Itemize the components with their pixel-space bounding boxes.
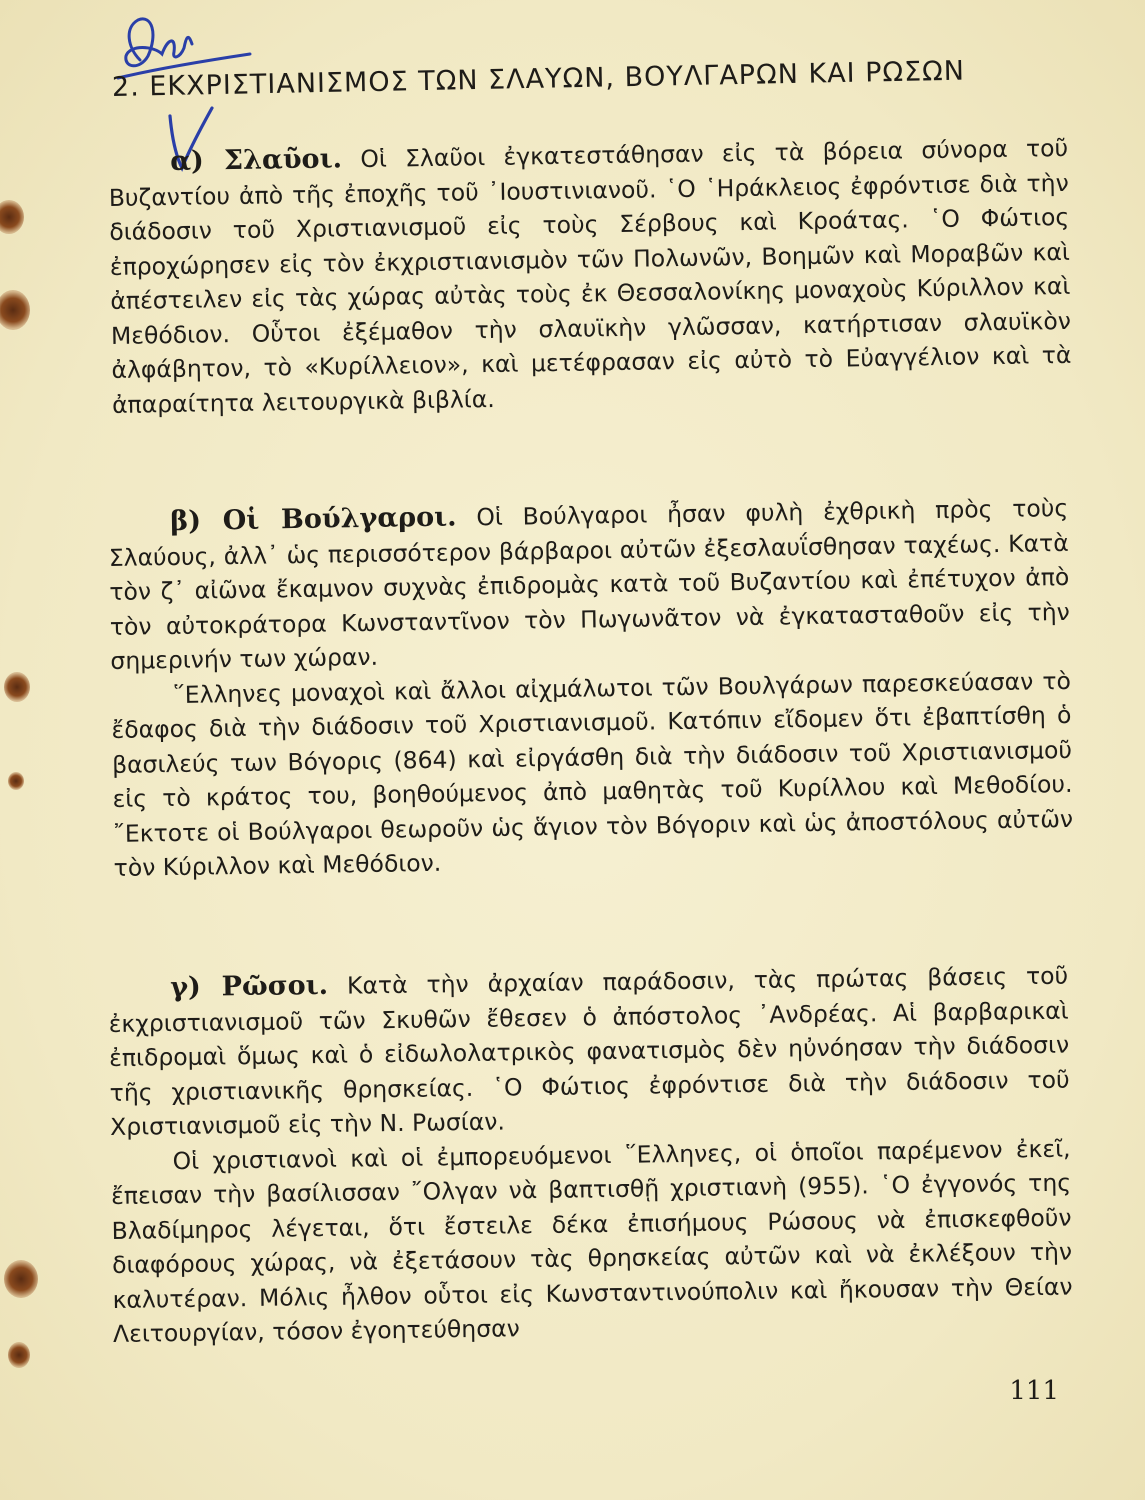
section-paragraph: [108, 959, 1070, 1145]
binder-hole-stain: [0, 290, 30, 330]
section-paragraph: [111, 663, 1074, 885]
section-bulgarians: [108, 491, 1074, 886]
section-heading: α) Σλαῦοι.: [170, 143, 343, 178]
section-paragraph: [110, 1131, 1073, 1351]
binder-hole-stain: [8, 1342, 30, 1368]
paragraph-text: Οἱ Σλαῦοι ἐγκατεστάθησαν εἰς τὰ βόρεια σύνορα τοῦ Βυζαντίου ἀπὸ τῆς ἐποχῆς τοῦ ᾿Ιουστινιανοῦ. ῾Ο ῾Ηράκλειος ἐφρόντισε διὰ τὴν διάδοσιν τοῦ Χριστιανισμοῦ εἰς τοὺς Σέρβους καὶ Κροάτας. ῾Ο Φώτιος ἐπροχώρησεν εἰς τὸν ἐκχριστιανισμὸν τῶν Πολωνῶν, Βοημῶν καὶ Μοραβῶν καὶ ἀπέστειλεν εἰς τὰς χώρας αὐτὰς τοὺς ἐκ Θεσσαλονίκης μοναχοὺς Κύριλλον καὶ Μεθόδιον. Οὗτοι ἐξέμαθον τὴν σλαυϊκὴν γλῶσσαν, κατήρτισαν σλαυϊκὸν ἀλφάβητον, τὸ «Κυρίλλειον», καὶ μετέφρασαν εἰς αὐτὸ τὸ Εὐαγγέλιον καὶ τὰ ἀπαραίτητα λειτουργικὰ βιβλία.: [108, 133, 1072, 419]
section-russians: [108, 959, 1073, 1352]
binder-hole-stain: [0, 200, 24, 234]
paragraph-text: Οἱ χριστιανοὶ καὶ οἱ ἐμπορευόμενοι ῞Ελληνες, οἱ ὁποῖοι παρέμενον ἐκεῖ, ἔπεισαν τὴν βασίλισσαν ῎Ολγαν νὰ βαπτισθῇ χριστιανὴ (955). ῾Ο ἐγγονός της Βλαδίμηρος λέγεται, ὅτι ἔστειλε δέκα ἐπισήμους Ρώσους νὰ ἐπισκεφθοῦν διαφόρους χώρας, νὰ ἐξετάσουν τὰς θρησκείας αὐτῶν καὶ νὰ ἐκλέξουν τὴν καλυτέραν. Μόλις ἦλθον οὗτοι εἰς Κωνσταντινούπολιν καὶ ἤκουσαν τὴν Θείαν Λειτουργίαν, τόσον ἐγοητεύθησαν: [110, 1134, 1073, 1348]
paragraph-text: Κατὰ τὴν ἀρχαίαν παράδοσιν, τὰς πρώτας βάσεις τοῦ ἐκχριστιανισμοῦ τῶν Σκυθῶν ἔθεσεν ὁ ἀπόστολος ᾿Ανδρέας. Αἱ βαρβαρικαὶ ἐπιδρομαὶ ὅμως καὶ ὁ εἰδωλολατρικὸς φανατισμὸς δὲν ηὐνόησαν τὴν διάδοσιν τῆς χριστιανικῆς θρησκείας. ῾Ο Φώτιος ἐφρόντισε διὰ τὴν διάδοσιν τοῦ Χριστιανισμοῦ εἰς τὴν Ν. Ρωσίαν.: [108, 961, 1070, 1141]
page-number: 111: [1009, 1376, 1059, 1406]
section-slavs: [108, 131, 1072, 422]
section-heading: β) Οἱ Βούλγαροι.: [170, 501, 457, 538]
page-title: 2. ΕΚΧΡΙΣΤΙΑΝΙΣΜΟΣ ΤΩΝ ΣΛΑΥΩΝ, ΒΟΥΛΓΑΡΩΝ ΚΑΙ ΡΩΣΩΝ: [111, 55, 966, 103]
binder-hole-stain: [4, 672, 30, 702]
paragraph-text: Οἱ Βούλγαροι ἦσαν φυλὴ ἐχθρικὴ πρὸς τοὺς Σλαύους, ἀλλ᾿ ὡς περισσότερον βάρβαροι αὐτῶν ἐξεσλαυΐσθησαν ταχέως. Κατὰ τὸν ζ᾿ αἰῶνα ἔκαμνον συχνὰς ἐπιδρομὰς κατὰ τοῦ Βυζαντίου καὶ ἐπέτυχον ἀπὸ τὸν αὐτοκράτορα Κωνσταντῖνον τὸν Πωγωνᾶτον νὰ ἐγκατασταθοῦν εἰς τὴν σημερινήν των χώραν.: [108, 493, 1070, 675]
binder-hole-stain: [4, 1260, 38, 1298]
section-heading: γ) Ρῶσοι.: [170, 969, 329, 1004]
binder-hole-stain: [8, 772, 24, 790]
section-paragraph: [108, 491, 1071, 679]
section-paragraph: [108, 131, 1072, 422]
paragraph-text: ῞Ελληνες μοναχοὶ καὶ ἄλλοι αἰχμάλωτοι τῶν Βουλγάρων παρεσκεύασαν τὸ ἔδαφος διὰ τὴν διάδοσιν τοῦ Χριστιανισμοῦ. Κατόπιν εἴδομεν ὅτι ἐβαπτίσθη ὁ βασιλεύς των Βόγορις (864) καὶ εἰργάσθη διὰ τὴν διάδοσιν τοῦ Χριστιανισμοῦ εἰς τὸ κράτος του, βοηθούμενος ἀπὸ μαθητὰς τοῦ Κυρίλλου καὶ Μεθοδίου. ῎Εκτοτε οἱ Βούλγαροι θεωροῦν ὡς ἅγιον τὸν Βόγοριν καὶ ὡς ἀποστόλους αὐτῶν τὸν Κύριλλον καὶ Μεθόδιον.: [111, 666, 1074, 882]
